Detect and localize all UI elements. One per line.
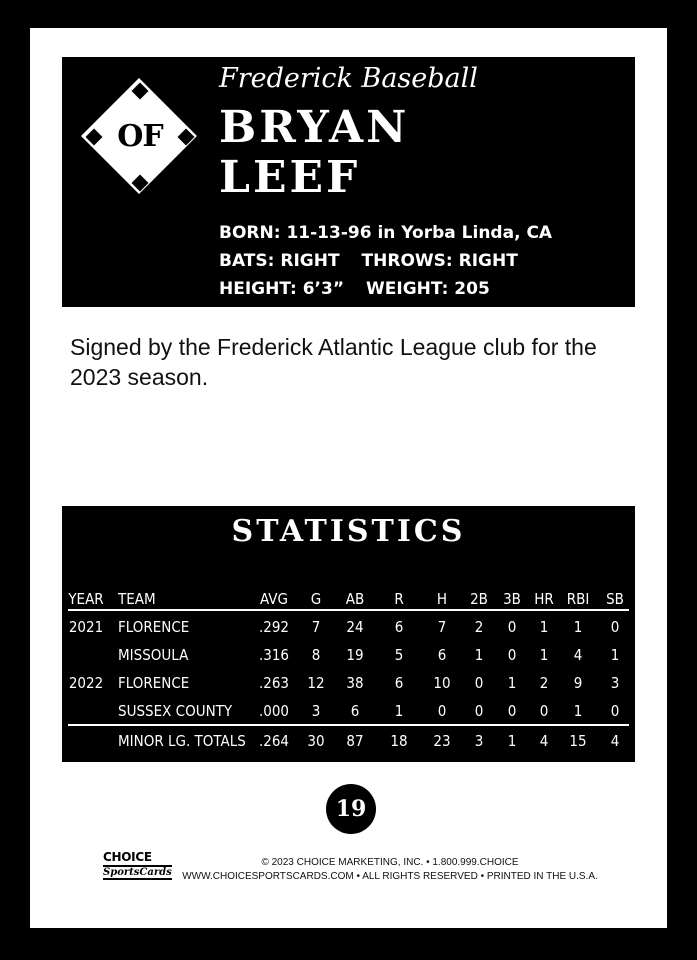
stat-cell-g: 3 xyxy=(311,702,321,720)
stat-cell-2b: 0 xyxy=(474,674,484,692)
stat-header-3b: 3B xyxy=(503,590,521,608)
stat-cell-g: 8 xyxy=(311,646,321,664)
stat-cell-avg: .316 xyxy=(258,646,290,664)
weight-info: WEIGHT: 205 xyxy=(366,279,490,299)
stat-header-year: YEAR xyxy=(68,590,104,608)
total-cell-h: 23 xyxy=(433,732,451,750)
stat-header-hr: HR xyxy=(534,590,554,608)
position-label: OF xyxy=(117,119,163,154)
stat-cell-2b: 0 xyxy=(474,702,484,720)
total-cell-r: 18 xyxy=(390,732,408,750)
stat-cell-hr: 1 xyxy=(539,646,549,664)
stat-header-g: G xyxy=(310,590,322,608)
stat-cell-h: 10 xyxy=(433,674,451,692)
stat-cell-ab: 24 xyxy=(346,618,364,636)
total-cell-3b: 1 xyxy=(507,732,517,750)
stat-cell-2b: 2 xyxy=(474,618,484,636)
player-first-name: BRYAN xyxy=(219,102,410,153)
stat-cell-team: MISSOULA xyxy=(118,646,189,664)
stat-cell-team: FLORENCE xyxy=(118,618,190,636)
stat-cell-avg: .000 xyxy=(258,702,290,720)
stat-cell-ab: 6 xyxy=(350,702,360,720)
total-cell-hr: 4 xyxy=(539,732,549,750)
total-cell-avg: .264 xyxy=(258,732,290,750)
logo-line1: CHOICE xyxy=(103,850,152,864)
stat-header-h: H xyxy=(436,590,448,608)
stat-cell-hr: 1 xyxy=(539,618,549,636)
stat-cell-h: 6 xyxy=(437,646,447,664)
total-cell-2b: 3 xyxy=(474,732,484,750)
bats-throws xyxy=(219,251,518,271)
stat-cell-g: 7 xyxy=(311,618,321,636)
stat-cell-r: 5 xyxy=(394,646,404,664)
position-diamond-icon xyxy=(80,77,200,197)
total-cell-rbi: 15 xyxy=(569,732,587,750)
stat-cell-sb: 3 xyxy=(610,674,620,692)
stat-cell-year: 2022 xyxy=(68,674,104,692)
stat-cell-rbi: 1 xyxy=(573,618,583,636)
stat-cell-ab: 38 xyxy=(346,674,364,692)
stat-cell-rbi: 4 xyxy=(573,646,583,664)
logo-line2: SportsCards xyxy=(103,867,172,878)
choice-logo xyxy=(103,850,172,880)
total-cell-team: MINOR LG. TOTALS xyxy=(118,732,246,750)
trading-card-back xyxy=(30,28,667,928)
stat-cell-r: 1 xyxy=(394,702,404,720)
stat-cell-3b: 1 xyxy=(507,674,517,692)
stat-cell-hr: 0 xyxy=(539,702,549,720)
stat-cell-rbi: 1 xyxy=(573,702,583,720)
height-weight xyxy=(219,279,490,299)
stat-cell-sb: 1 xyxy=(610,646,620,664)
height-info: HEIGHT: 6’3” xyxy=(219,279,345,299)
throws-info: THROWS: RIGHT xyxy=(361,251,518,271)
stat-cell-3b: 0 xyxy=(507,618,517,636)
total-cell-ab: 87 xyxy=(346,732,364,750)
stat-header-avg: AVG xyxy=(260,590,288,608)
stat-cell-year: 2021 xyxy=(68,618,104,636)
stat-cell-team: FLORENCE xyxy=(118,674,190,692)
statistics-table xyxy=(62,506,635,762)
statistics-title: STATISTICS xyxy=(231,514,466,549)
stat-cell-rbi: 9 xyxy=(573,674,583,692)
stat-cell-hr: 2 xyxy=(539,674,549,692)
team-name: Frederick Baseball xyxy=(219,63,478,94)
stat-cell-h: 7 xyxy=(437,618,447,636)
stat-cell-r: 6 xyxy=(394,674,404,692)
player-last-name: LEEF xyxy=(219,152,361,203)
card-number: 19 xyxy=(326,784,376,834)
stat-cell-2b: 1 xyxy=(474,646,484,664)
total-cell-sb: 4 xyxy=(610,732,620,750)
born-info: BORN: 11-13-96 in Yorba Linda, CA xyxy=(219,223,553,243)
website-line: WWW.CHOICESPORTSCARDS.COM • ALL RIGHTS RESERVED • PRINTED IN THE U.S.A. xyxy=(182,871,598,882)
stat-cell-sb: 0 xyxy=(610,702,620,720)
stat-header-r: R xyxy=(394,590,404,608)
stat-cell-avg: .292 xyxy=(258,618,290,636)
totals-divider xyxy=(68,724,629,726)
stat-cell-3b: 0 xyxy=(507,646,517,664)
stat-cell-g: 12 xyxy=(307,674,325,692)
stat-cell-r: 6 xyxy=(394,618,404,636)
player-header xyxy=(62,57,635,307)
bats-info: BATS: RIGHT xyxy=(219,251,340,271)
total-cell-g: 30 xyxy=(307,732,325,750)
stat-cell-sb: 0 xyxy=(610,618,620,636)
stat-cell-avg: .263 xyxy=(258,674,290,692)
copyright-line: © 2023 CHOICE MARKETING, INC. • 1.800.999.CHOICE xyxy=(261,857,519,868)
header-divider xyxy=(68,609,629,611)
stat-header-sb: SB xyxy=(606,590,624,608)
stat-header-ab: AB xyxy=(345,590,365,608)
stat-header-rbi: RBI xyxy=(566,590,590,608)
stat-header-2b: 2B xyxy=(470,590,488,608)
stat-cell-ab: 19 xyxy=(346,646,364,664)
stat-cell-3b: 0 xyxy=(507,702,517,720)
stat-cell-h: 0 xyxy=(437,702,447,720)
stat-cell-team: SUSSEX COUNTY xyxy=(118,702,233,720)
player-description: Signed by the Frederick Atlantic League club for the 2023 season. xyxy=(70,334,597,390)
stat-header-team: TEAM xyxy=(118,590,156,608)
